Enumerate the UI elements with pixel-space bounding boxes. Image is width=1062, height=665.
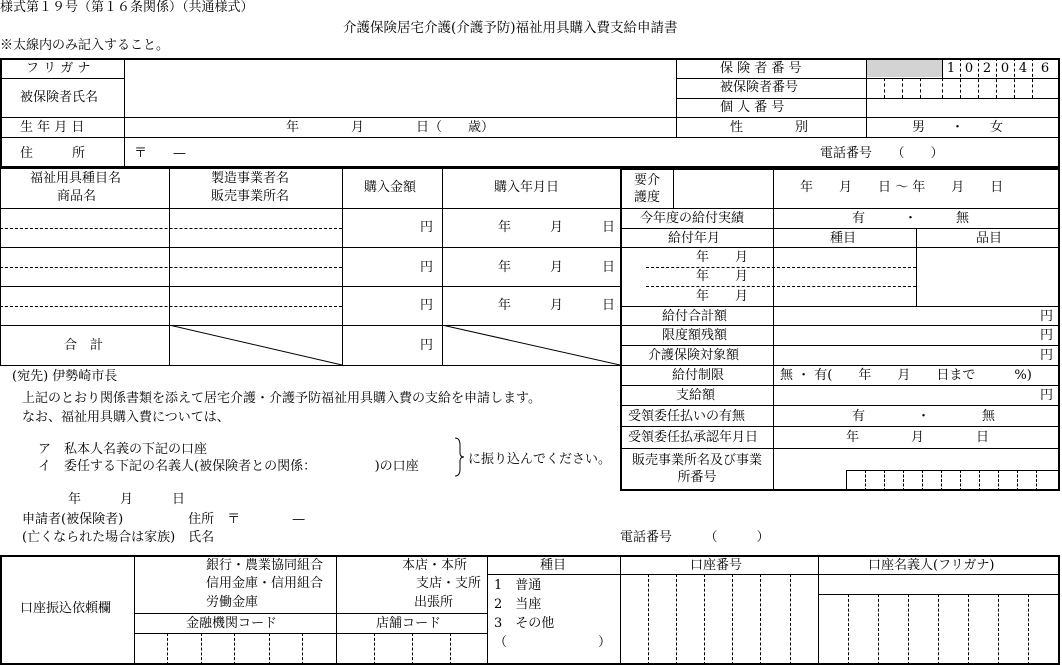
- branch-type-2: 支店・支所: [416, 576, 482, 591]
- applicant-line: 申請者(被保険者) 住所 〒 —: [22, 512, 306, 527]
- account-no-label: 口座番号: [690, 558, 743, 573]
- insurer-digit: 6: [1040, 61, 1050, 76]
- application-date: 年 月 日: [68, 492, 186, 507]
- address-label: 住 所: [20, 146, 86, 161]
- kind-label: 種目: [830, 231, 857, 246]
- proxy-label: 受領委任払いの有無: [628, 409, 746, 424]
- product-name-label: 商品名: [57, 189, 97, 204]
- application-text-2: なお、福祉用具購入費については、: [22, 410, 230, 425]
- bank-type-3: 労働金庫: [206, 595, 259, 610]
- account-kind-3: 3 その他: [494, 616, 555, 631]
- form-note: ※太線内のみ記入すること。: [0, 38, 170, 53]
- total-diagonals: [169, 325, 620, 365]
- transfer-text: に振り込んでください。: [468, 452, 612, 467]
- pay-ym-label: 給付年月: [668, 231, 721, 246]
- option-i: イ 委任する下記の名義人(被保険者との関係： )の口座: [38, 459, 419, 474]
- yen-unit: 円: [420, 260, 434, 275]
- yen-unit: 円: [420, 220, 434, 235]
- limit-remain-label: 限度額残額: [662, 328, 728, 343]
- birth-value: 年 月 日（ 歳）: [286, 120, 495, 135]
- insurer-digit: 0: [964, 61, 974, 76]
- furigana-label: フ リ ガ ナ: [26, 61, 91, 76]
- birth-label: 生 年 月 日: [20, 120, 85, 135]
- proxy-date-label: 受領委任払承認年月日: [628, 430, 759, 445]
- total-label: 合 計: [64, 338, 104, 353]
- account-kind-4: （ ）: [494, 635, 612, 650]
- pay-ym: 年 月: [696, 289, 749, 304]
- purchase-date: 年 月 日: [498, 298, 616, 313]
- applicant-phone: 電話番号 （ ）: [620, 530, 770, 545]
- proxy-date-value: 年 月 日: [846, 430, 990, 445]
- insured-name-label: 被保険者氏名: [20, 90, 99, 105]
- shop-code-label: 店舗コード: [376, 616, 442, 631]
- option-a: ア 私本人名義の下記の口座: [38, 442, 208, 457]
- yen-unit: 円: [1040, 309, 1054, 324]
- purchase-date-label: 購入年月日: [494, 180, 560, 195]
- yen-unit: 円: [1040, 348, 1054, 363]
- sex-value: 男 ・ 女: [912, 120, 1004, 135]
- amount-label: 購入金額: [364, 180, 417, 195]
- restriction-value: 無 ・ 有( 年 月 日まで %): [780, 368, 1032, 383]
- bank-title: 口座振込依頼欄: [20, 601, 112, 616]
- restriction-label: 給付制限: [672, 368, 725, 383]
- pay-ym: 年 月: [696, 250, 749, 265]
- yen-unit: 円: [420, 338, 434, 353]
- seller-label: 販売事業所名: [211, 189, 290, 204]
- institution-code-label: 金融機関コード: [186, 616, 278, 631]
- purchase-date: 年 月 日: [498, 260, 616, 275]
- form-number: 様式第１９号（第１６条関係）（共通様式）: [0, 0, 254, 15]
- yen-unit: 円: [1040, 388, 1054, 403]
- phone-label: 電話番号 （ ）: [820, 146, 944, 161]
- total-paid-label: 給付合計額: [662, 309, 728, 324]
- brace: [453, 437, 465, 477]
- care-period: 年 月 日 〜 年 月 日: [800, 180, 1004, 195]
- account-kind-label: 種目: [540, 558, 567, 573]
- yen-unit: 円: [420, 298, 434, 313]
- form-title: 介護保険居宅介護(介護予防)福祉用具購入費支給申請書: [343, 20, 678, 36]
- insurer-digit: 2: [982, 61, 992, 76]
- personal-no-label: 個 人 番 号: [720, 100, 785, 115]
- insured-no-label: 被保険者番号: [720, 80, 799, 95]
- pay-ym: 年 月: [696, 269, 749, 284]
- item-label: 品目: [976, 231, 1003, 246]
- insurer-no-label: 保 険 者 番 号: [720, 61, 802, 76]
- purchase-date: 年 月 日: [498, 220, 616, 235]
- shop-no-label: 販売事業所名及び事業所番号: [632, 453, 763, 485]
- yen-unit: 円: [1040, 328, 1054, 343]
- account-kind-2: 2 当座: [494, 597, 542, 612]
- address-value: 〒 —: [134, 146, 187, 161]
- insurer-no-shaded: [867, 60, 942, 77]
- sex-label: 性 別: [730, 120, 809, 135]
- bank-type-2: 信用金庫・信用組合: [206, 576, 324, 591]
- covered-label: 介護保険対象額: [648, 348, 740, 363]
- addressee: (宛先) 伊勢崎市長: [12, 369, 118, 384]
- insurer-digit: 0: [1000, 61, 1010, 76]
- insurer-digit: 1: [946, 61, 956, 76]
- item-name-label: 福祉用具種目名: [30, 171, 122, 186]
- year-record-value: 有 ・ 無: [852, 211, 970, 226]
- maker-label: 製造事業者名: [211, 171, 290, 186]
- account-kind-1: 1 普通: [494, 578, 542, 593]
- year-record-label: 今年度の給付実績: [640, 211, 745, 226]
- insurer-digit: 4: [1018, 61, 1028, 76]
- branch-type-3: 出張所: [414, 595, 454, 610]
- application-text-1: 上記のとおり関係書類を添えて居宅介護・介護予防福祉用具購入費の支給を申請します。: [22, 391, 541, 406]
- branch-type-1: 本店・本所: [402, 558, 468, 573]
- care-level-label: 要介護度: [634, 173, 661, 205]
- account-holder-label: 口座名義人(フリガナ): [868, 558, 995, 573]
- proxy-value: 有 ・ 無: [852, 409, 996, 424]
- pay-amount-label: 支給額: [676, 388, 716, 403]
- deceased-line: (亡くなられた場合は家族) 氏名: [22, 530, 215, 545]
- bank-type-1: 銀行・農業協同組合: [206, 558, 324, 573]
